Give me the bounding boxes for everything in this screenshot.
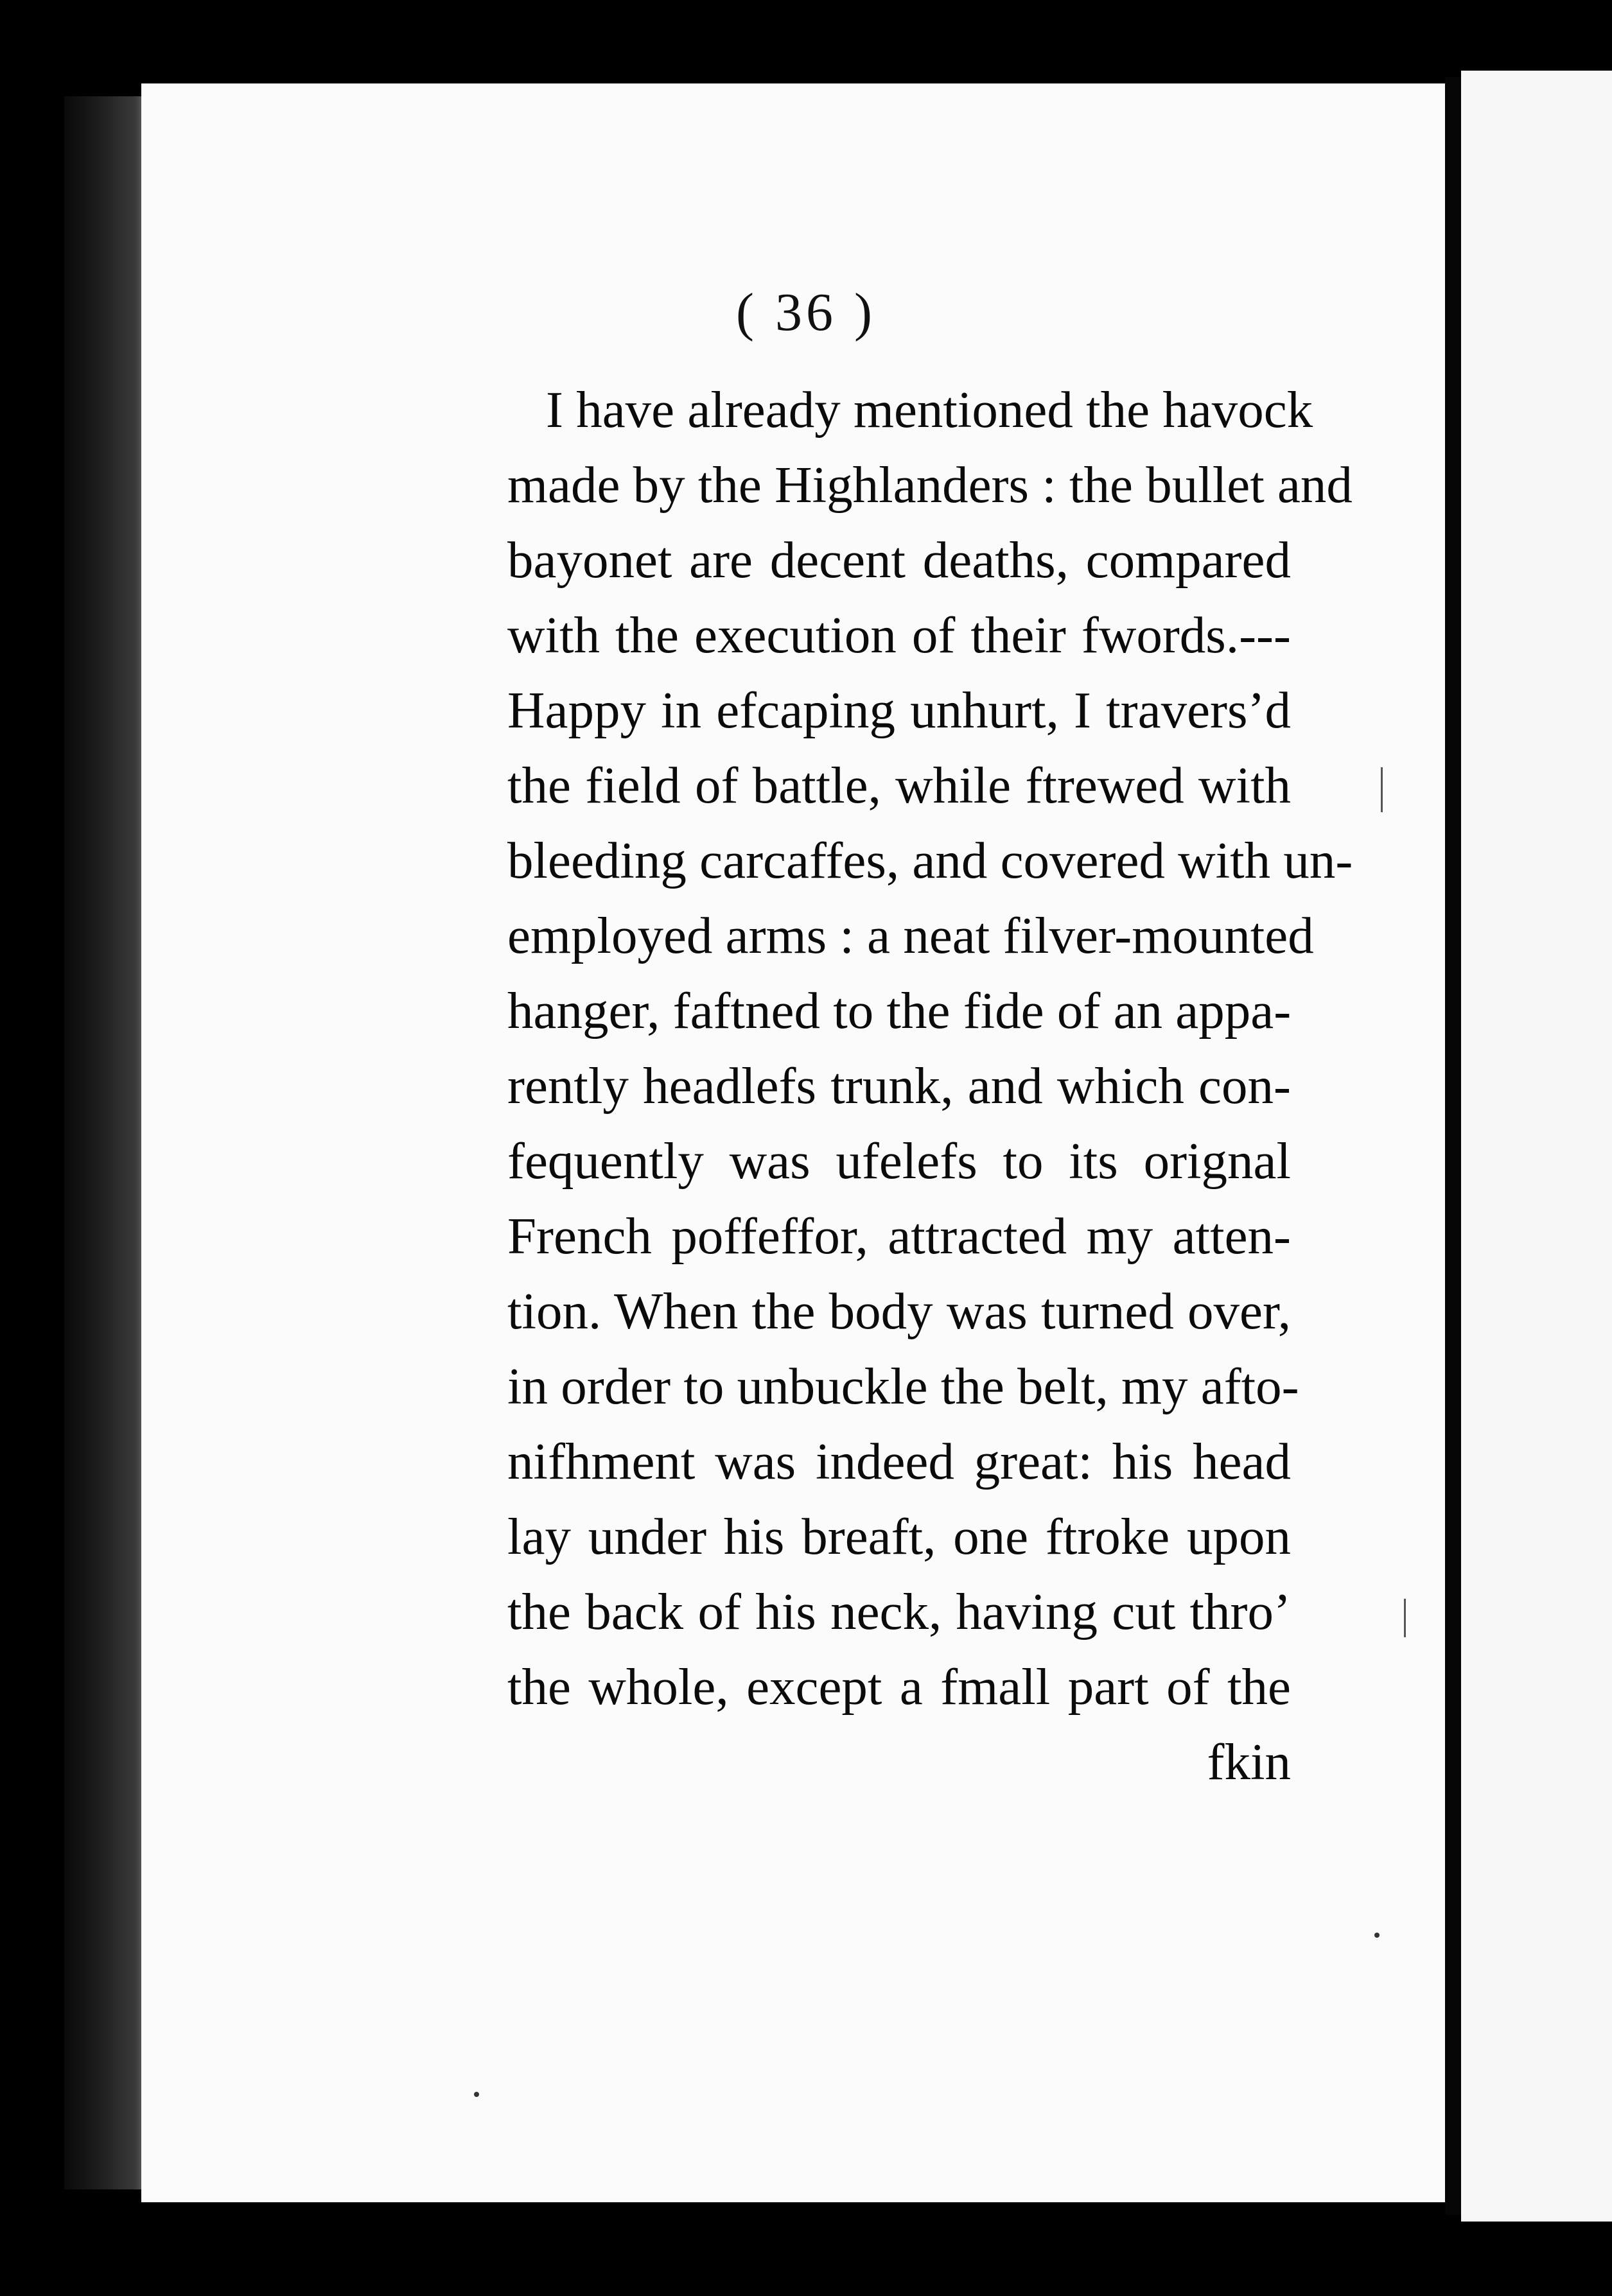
text-line: bleeding carcaffes, and covered with un- [507, 831, 1353, 889]
text-line: tion. When the body was turned over, [507, 1282, 1291, 1340]
text-line: bayonet are decent deaths, compared [507, 531, 1291, 589]
speck-mark [474, 2092, 479, 2097]
text-line: the whole, except a fmall part of the [507, 1658, 1291, 1716]
text-line: the back of his neck, having cut thro’ [507, 1583, 1291, 1640]
body-text [507, 372, 1353, 1800]
speck-mark [1374, 1933, 1380, 1938]
text-line: French poffeffor, attracted my atten- [507, 1207, 1291, 1265]
catchword: fkin [1207, 1733, 1291, 1791]
text-line: in order to unbuckle the belt, my afto- [507, 1357, 1299, 1415]
text-line: Happy in efcaping unhurt, I travers’d [507, 681, 1291, 739]
stray-mark [1381, 767, 1383, 812]
text-line: I have already mentioned the havock [546, 381, 1313, 439]
text-line: hanger, faftned to the fide of an appa- [507, 982, 1292, 1039]
text-line: fequently was ufelefs to its orignal [507, 1132, 1291, 1190]
text-line: the field of battle, while ftrewed with [507, 756, 1291, 814]
text-line: made by the Highlanders : the bullet and [507, 456, 1353, 514]
stray-mark [1404, 1599, 1406, 1637]
page-number: ( 36 ) [736, 283, 876, 342]
text-line: lay under his breaft, one ftroke upon [507, 1508, 1291, 1565]
text-line: employed arms : a neat filver-mounted [507, 907, 1314, 964]
text-line: with the execution of their fwords.--- [507, 606, 1291, 664]
book-spine [64, 96, 148, 2189]
text-line: nifhment was indeed great: his head [507, 1432, 1291, 1490]
page-gutter [1445, 77, 1461, 2215]
text-line: rently headlefs trunk, and which con- [507, 1057, 1291, 1115]
facing-page-edge [1461, 71, 1612, 2222]
